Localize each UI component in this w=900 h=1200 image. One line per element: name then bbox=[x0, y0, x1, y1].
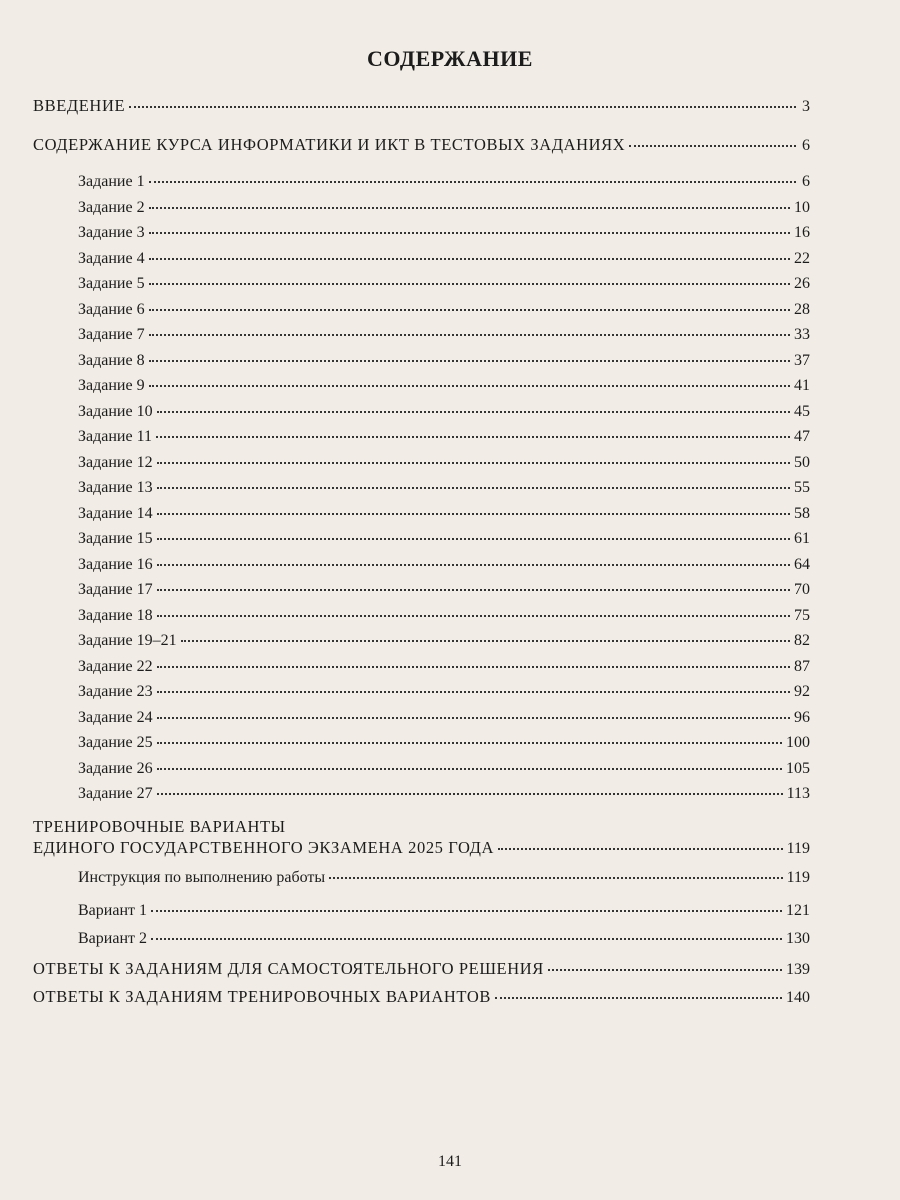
entry-label: ВВЕДЕНИЕ bbox=[33, 96, 126, 115]
toc-entry-task[interactable] bbox=[78, 759, 810, 779]
toc-entry-task[interactable] bbox=[78, 504, 810, 524]
training-heading-line1: ТРЕНИРОВОЧНЫЕ ВАРИАНТЫ bbox=[33, 817, 286, 836]
toc-entry-task[interactable] bbox=[78, 223, 810, 243]
entry-label: Задание 6 bbox=[78, 300, 145, 318]
toc-entry-task[interactable] bbox=[78, 784, 810, 804]
dot-leader bbox=[149, 385, 790, 387]
entry-page: 100 bbox=[786, 734, 810, 751]
dot-leader bbox=[129, 106, 796, 108]
toc-entry-task[interactable] bbox=[78, 402, 810, 422]
toc-entry-task[interactable] bbox=[78, 198, 810, 218]
dot-leader bbox=[329, 877, 782, 879]
dot-leader bbox=[157, 411, 790, 413]
entry-page: 82 bbox=[794, 632, 810, 649]
entry-label: Задание 15 bbox=[78, 530, 153, 547]
entry-label: Задание 17 bbox=[78, 581, 153, 598]
entry-page: 3 bbox=[802, 98, 810, 115]
entry-label: Задание 3 bbox=[78, 224, 145, 241]
toc-entry-variant-1[interactable] bbox=[78, 901, 810, 921]
dot-leader bbox=[157, 691, 790, 693]
entry-label: ОТВЕТЫ К ЗАДАНИЯМ ТРЕНИРОВОЧНЫХ ВАРИАНТОВ bbox=[33, 987, 492, 1006]
toc-entry-task[interactable] bbox=[78, 631, 810, 651]
dot-leader bbox=[157, 717, 790, 719]
entry-page: 130 bbox=[786, 930, 810, 947]
entry-page: 10 bbox=[794, 198, 810, 216]
entry-page: 26 bbox=[794, 275, 810, 292]
toc-entry-task[interactable] bbox=[78, 708, 810, 728]
entry-page: 61 bbox=[794, 530, 810, 547]
dot-leader bbox=[151, 910, 782, 912]
dot-leader bbox=[495, 997, 782, 999]
entry-page: 70 bbox=[794, 581, 810, 598]
toc-entry-task[interactable] bbox=[78, 274, 810, 294]
toc-entry-answers-self[interactable] bbox=[33, 959, 810, 980]
dot-leader bbox=[149, 232, 790, 234]
dot-leader bbox=[157, 513, 790, 515]
dot-leader bbox=[548, 969, 782, 971]
entry-page: 92 bbox=[794, 683, 810, 700]
entry-page: 75 bbox=[794, 606, 810, 624]
toc-entry-task[interactable] bbox=[78, 529, 810, 549]
dot-leader bbox=[157, 742, 782, 744]
dot-leader bbox=[629, 145, 796, 147]
entry-page: 113 bbox=[786, 785, 810, 802]
toc-entry-task[interactable] bbox=[78, 300, 810, 320]
entry-label: Вариант 2 bbox=[78, 930, 147, 947]
dot-leader bbox=[157, 564, 790, 566]
entry-label: Задание 5 bbox=[78, 275, 145, 292]
toc-entry-answers-training[interactable] bbox=[33, 987, 810, 1008]
dot-leader bbox=[149, 181, 796, 183]
entry-page: 33 bbox=[794, 326, 810, 343]
entry-label: Задание 24 bbox=[78, 708, 153, 726]
toc-entry-task[interactable] bbox=[78, 249, 810, 269]
entry-page: 96 bbox=[794, 708, 810, 726]
entry-label: Задание 25 bbox=[78, 734, 153, 751]
dot-leader bbox=[181, 640, 790, 642]
toc-entry-task[interactable] bbox=[78, 733, 810, 753]
toc-entry-course[interactable] bbox=[33, 135, 810, 156]
dot-leader bbox=[498, 848, 783, 850]
entry-page: 6 bbox=[802, 137, 810, 154]
toc-entry-task[interactable] bbox=[78, 580, 810, 600]
toc-entry-task[interactable] bbox=[78, 453, 810, 473]
entry-label: Задание 1 bbox=[78, 173, 145, 190]
dot-leader bbox=[149, 258, 790, 260]
entry-label: Задание 2 bbox=[78, 198, 145, 216]
entry-label: СОДЕРЖАНИЕ КУРСА ИНФОРМАТИКИ И ИКТ В ТЕСТОВЫХ ЗАДАНИЯХ bbox=[33, 135, 626, 154]
page-title: СОДЕРЖАНИЕ bbox=[367, 46, 533, 71]
entry-page: 140 bbox=[786, 989, 810, 1006]
entry-label: Задание 14 bbox=[78, 504, 153, 522]
entry-page: 64 bbox=[794, 555, 810, 573]
toc-entry-intro[interactable] bbox=[33, 96, 810, 117]
entry-label: Задание 4 bbox=[78, 249, 145, 267]
entry-page: 119 bbox=[786, 869, 810, 886]
dot-leader bbox=[157, 487, 790, 489]
entry-label: ОТВЕТЫ К ЗАДАНИЯМ ДЛЯ САМОСТОЯТЕЛЬНОГО РЕШЕНИЯ bbox=[33, 959, 544, 978]
dot-leader bbox=[157, 768, 782, 770]
entry-label: Задание 18 bbox=[78, 606, 153, 624]
entry-page: 45 bbox=[794, 402, 810, 420]
dot-leader bbox=[157, 462, 790, 464]
entry-label: Задание 16 bbox=[78, 555, 153, 573]
entry-page: 58 bbox=[794, 504, 810, 522]
entry-label: Задание 11 bbox=[78, 428, 152, 445]
entry-label: Вариант 1 bbox=[78, 902, 147, 919]
entry-page: 16 bbox=[794, 224, 810, 241]
entry-page: 87 bbox=[794, 657, 810, 675]
entry-label: Задание 27 bbox=[78, 785, 153, 802]
dot-leader bbox=[157, 615, 790, 617]
entry-page: 47 bbox=[794, 428, 810, 445]
entry-page: 41 bbox=[794, 377, 810, 394]
page-number: 141 bbox=[438, 1153, 462, 1170]
dot-leader bbox=[157, 793, 783, 795]
entry-label: Задание 10 bbox=[78, 402, 153, 420]
entry-page: 50 bbox=[794, 453, 810, 471]
dot-leader bbox=[156, 436, 790, 438]
entry-page: 28 bbox=[794, 300, 810, 318]
dot-leader bbox=[157, 589, 790, 591]
toc-entry-task[interactable] bbox=[78, 427, 810, 447]
toc-entry-task[interactable] bbox=[78, 555, 810, 575]
entry-page: 139 bbox=[786, 961, 810, 978]
toc-entry-variant-2[interactable] bbox=[78, 929, 810, 949]
dot-leader bbox=[149, 283, 790, 285]
entry-label: Задание 8 bbox=[78, 351, 145, 369]
entry-page: 105 bbox=[786, 759, 810, 777]
toc-entry-task[interactable] bbox=[78, 657, 810, 677]
entry-page: 55 bbox=[794, 479, 810, 496]
entry-label: Задание 19–21 bbox=[78, 632, 177, 649]
dot-leader bbox=[149, 334, 790, 336]
entry-page: 37 bbox=[794, 351, 810, 369]
entry-label: ЕДИНОГО ГОСУДАРСТВЕННОГО ЭКЗАМЕНА 2025 ГОДА bbox=[33, 838, 495, 857]
toc-entry-task[interactable] bbox=[78, 172, 810, 192]
entry-label: Задание 9 bbox=[78, 377, 145, 394]
dot-leader bbox=[149, 309, 790, 311]
entry-label: Инструкция по выполнению работы bbox=[78, 869, 326, 886]
entry-page: 119 bbox=[786, 840, 810, 857]
entry-page: 6 bbox=[802, 173, 810, 190]
entry-page: 121 bbox=[786, 902, 810, 919]
toc-entry-task[interactable] bbox=[78, 606, 810, 626]
entry-label: Задание 23 bbox=[78, 683, 153, 700]
entry-label: Задание 26 bbox=[78, 759, 153, 777]
dot-leader bbox=[149, 360, 790, 362]
toc-entry-training[interactable] bbox=[33, 838, 810, 859]
entry-label: Задание 13 bbox=[78, 479, 153, 496]
entry-label: Задание 12 bbox=[78, 453, 153, 471]
dot-leader bbox=[157, 666, 790, 668]
toc-entry-instruction[interactable] bbox=[78, 868, 810, 888]
dot-leader bbox=[149, 207, 790, 209]
dot-leader bbox=[151, 938, 782, 940]
entry-label: Задание 22 bbox=[78, 657, 153, 675]
entry-page: 22 bbox=[794, 249, 810, 267]
toc-entry-task[interactable] bbox=[78, 682, 810, 702]
toc-entry-task[interactable] bbox=[78, 478, 810, 498]
dot-leader bbox=[157, 538, 790, 540]
entry-label: Задание 7 bbox=[78, 326, 145, 343]
toc-entry-task[interactable] bbox=[78, 376, 810, 396]
toc-entry-task[interactable] bbox=[78, 351, 810, 371]
toc-entry-task[interactable] bbox=[78, 325, 810, 345]
